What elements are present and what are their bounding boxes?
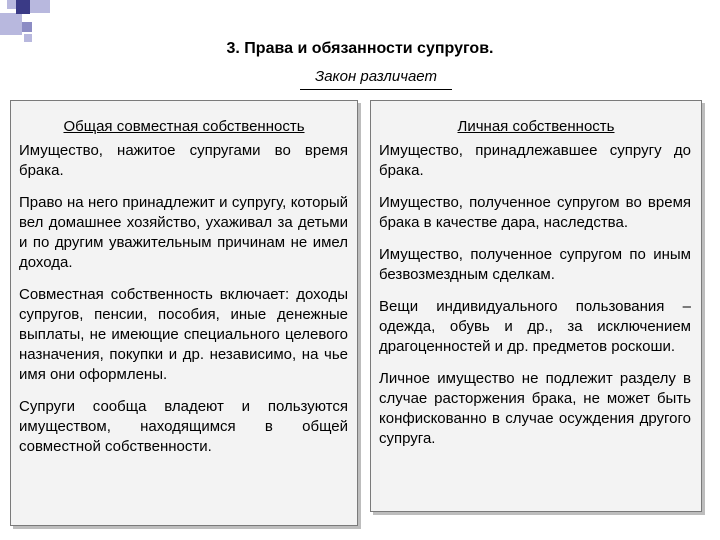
paragraph: Право на него принадлежит и супругу, который вел домашнее хозяйство, ухаживал за детьми и по другим уважительным причинам не имел дохода.: [19, 194, 348, 271]
decor-square: [22, 22, 32, 32]
decor-square: [16, 0, 30, 14]
personal-property-panel: [370, 100, 702, 512]
paragraph: Имущество, полученное супругом по иным безвозмездным сделкам.: [379, 246, 691, 283]
column-heading: Общая совместная собственность: [63, 118, 305, 135]
column-heading: Личная собственность: [457, 118, 615, 135]
decor-square: [30, 0, 50, 13]
paragraph: Имущество, принадлежавшее супругу до брака.: [379, 142, 691, 179]
paragraph: Совместная собственность включает: доходы супругов, пенсии, пособия, иные денежные выплаты, не имеющие специального целевого назначения, покупки и др. независимо, на чье имя они оформлены.: [19, 286, 348, 383]
paragraph: Вещи индивидуального пользования – одежда, обувь и др., за исключением драгоценностей и др. предметов роскоши.: [379, 298, 691, 355]
joint-property-panel: [10, 100, 358, 526]
slide-title: 3. Права и обязанности супругов.: [226, 40, 494, 57]
decor-square: [7, 0, 16, 9]
paragraph: Личное имущество не подлежит разделу в случае расторжения брака, не может быть конфискованно в случае осуждения другого супруга.: [379, 370, 691, 447]
title-divider: [300, 89, 452, 90]
paragraph: Имущество, полученное супругом во время брака в качестве дара, наследства.: [379, 194, 691, 231]
paragraph: Имущество, нажитое супругами во время брака.: [19, 142, 348, 179]
slide-subtitle: Закон различает: [315, 68, 437, 85]
decor-square: [0, 13, 22, 35]
paragraph: Супруги сообща владеют и пользуются имуществом, находящимся в общей совместной собственности.: [19, 398, 348, 455]
